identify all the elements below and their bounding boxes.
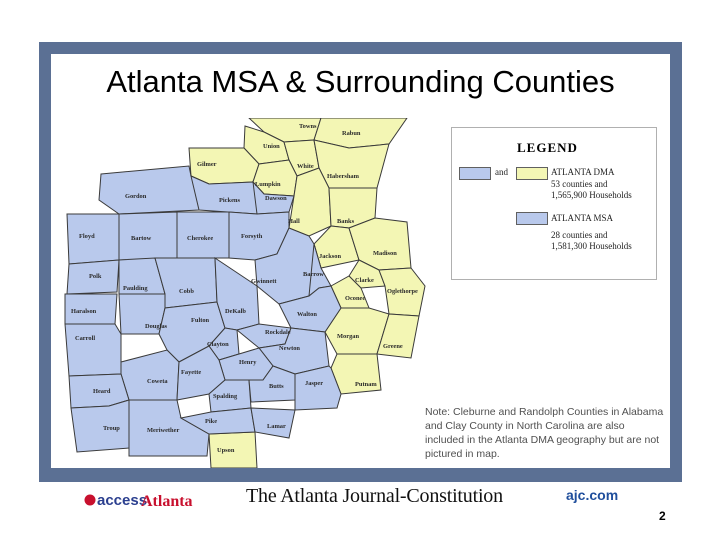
label-floyd: Floyd bbox=[79, 233, 95, 240]
legend-box bbox=[451, 127, 657, 280]
label-dawson: Dawson bbox=[265, 195, 287, 202]
label-walton: Walton bbox=[297, 311, 317, 318]
label-lumpkin: Lumpkin bbox=[255, 181, 281, 188]
label-haralson: Haralson bbox=[71, 308, 97, 315]
ajc-logo: The Atlanta Journal-Constitution bbox=[246, 485, 503, 507]
label-union: Union bbox=[263, 143, 280, 150]
label-towns: Towns bbox=[299, 123, 317, 130]
footnote: Note: Cleburne and Randolph Counties in Alabama and Clay County in North Carolina are also included in the Atlanta DMA geography but are not pictured in map. bbox=[425, 406, 664, 460]
label-banks: Banks bbox=[337, 218, 355, 225]
label-barrow: Barrow bbox=[303, 271, 324, 278]
label-clarke: Clarke bbox=[355, 277, 374, 284]
legend-swatch-msa-small bbox=[459, 167, 491, 180]
label-spalding: Spalding bbox=[213, 393, 238, 400]
label-rockdale: Rockdale bbox=[265, 329, 291, 336]
county-coweta bbox=[121, 350, 179, 400]
legend-swatch-msa bbox=[516, 212, 548, 225]
label-newton: Newton bbox=[279, 345, 300, 352]
label-oglethorpe: Oglethorpe bbox=[387, 288, 418, 295]
label-douglas: Douglas bbox=[145, 323, 168, 330]
label-jasper: Jasper bbox=[305, 380, 324, 387]
legend-dma-label: ATLANTA DMA bbox=[551, 167, 615, 177]
label-polk: Polk bbox=[89, 273, 102, 280]
label-carroll: Carroll bbox=[75, 335, 96, 342]
legend-dma-desc-2: 1,565,900 Households bbox=[551, 190, 632, 200]
label-pike: Pike bbox=[205, 418, 218, 425]
label-upson: Upson bbox=[217, 447, 235, 454]
legend-msa-label: ATLANTA MSA bbox=[551, 213, 614, 223]
label-habersham: Habersham bbox=[327, 173, 359, 180]
access-logo-prefix: access bbox=[97, 492, 148, 509]
label-gilmer: Gilmer bbox=[197, 161, 217, 168]
label-madison: Madison bbox=[373, 250, 397, 257]
label-hall: Hall bbox=[288, 218, 300, 225]
access-atlanta-logo bbox=[83, 489, 195, 511]
legend-msa-desc-2: 1,581,300 Households bbox=[551, 241, 632, 251]
label-troup: Troup bbox=[103, 425, 120, 432]
legend-swatch-dma bbox=[516, 167, 548, 180]
label-gordon: Gordon bbox=[125, 193, 147, 200]
slide-title: Atlanta MSA & Surrounding Counties bbox=[106, 64, 615, 99]
label-gwinnett: Gwinnett bbox=[251, 278, 277, 285]
legend-dma-desc-1: 53 counties and bbox=[551, 179, 608, 189]
label-bartow: Bartow bbox=[131, 235, 152, 242]
label-lamar: Lamar bbox=[267, 423, 286, 430]
ajc-com-logo: ajc.com bbox=[566, 487, 619, 503]
label-pickens: Pickens bbox=[219, 197, 240, 204]
label-meriwether: Meriwether bbox=[147, 427, 180, 434]
county-troup bbox=[71, 400, 129, 452]
legend-msa-desc-1: 28 counties and bbox=[551, 230, 608, 240]
page-number: 2 bbox=[659, 509, 666, 523]
label-cobb: Cobb bbox=[179, 288, 194, 295]
label-fulton: Fulton bbox=[191, 317, 210, 324]
label-butts: Butts bbox=[269, 383, 284, 390]
county-carroll bbox=[65, 324, 121, 376]
label-cherokee: Cherokee bbox=[187, 235, 214, 242]
label-forsyth: Forsyth bbox=[241, 233, 263, 240]
legend-title: LEGEND bbox=[517, 140, 578, 155]
county-map bbox=[59, 118, 431, 468]
label-clayton: Clayton bbox=[207, 341, 229, 348]
label-putnam: Putnam bbox=[355, 381, 377, 388]
label-henry: Henry bbox=[239, 359, 257, 366]
label-rabun: Rabun bbox=[342, 130, 361, 137]
label-jackson: Jackson bbox=[319, 253, 342, 260]
label-heard: Heard bbox=[93, 388, 111, 395]
legend-connector: and bbox=[495, 167, 508, 177]
label-morgan: Morgan bbox=[337, 333, 360, 340]
label-white: White bbox=[297, 163, 314, 170]
label-dekalb: DeKalb bbox=[225, 308, 246, 315]
label-oconee: Oconee bbox=[345, 295, 366, 302]
label-coweta: Coweta bbox=[147, 378, 168, 385]
access-logo-suffix: Atlanta bbox=[141, 493, 193, 510]
label-fayette: Fayette bbox=[181, 369, 202, 376]
label-greene: Greene bbox=[383, 343, 403, 350]
label-paulding: Paulding bbox=[123, 285, 148, 292]
